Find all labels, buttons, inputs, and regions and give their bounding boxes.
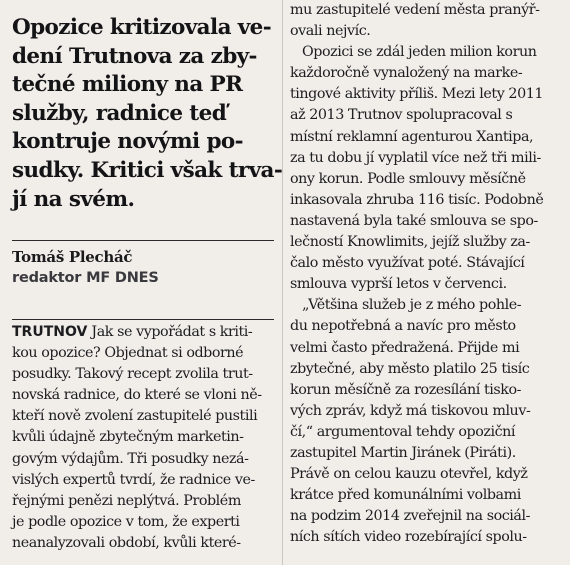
body-line: korun měsíčně za rozesílání tisko- [290, 381, 522, 398]
body-line: novská radnice, do které se vloni ně- [12, 387, 262, 404]
body-line: čí,“ argumentoval tehdy opoziční [290, 423, 516, 440]
body-line: místní reklamní agenturou Xantipa, [290, 128, 534, 145]
body-line: smlouva vyprší letos v červenci. [290, 276, 507, 293]
body-line: ony korun. Podle smlouvy měsíčně [290, 170, 526, 187]
body-line: ovali nejvíc. [290, 23, 371, 40]
body-line: nastavená byla také smlouva se spo- [290, 212, 538, 229]
body-line: govým výdajům. Tři posudky nezá- [12, 450, 249, 467]
paragraph-start-line: „Většina služeb je z mého pohle- [302, 297, 522, 314]
article-column-left [12, 322, 276, 554]
body-line: kteří nově zvolení zastupitelé pustili [12, 408, 258, 425]
body-line: zbytečné, aby město platilo 25 tisíc [290, 360, 530, 377]
dateline: TRUTNOV [12, 324, 88, 340]
body-line: vislých expertů tvrdí, že radnice ve- [12, 471, 255, 488]
body-line: každoročně vynaložený na marke- [290, 65, 523, 82]
author-role: redaktor MF DNES [12, 270, 159, 286]
body-line: mu zastupitelé vedení města pranýř- [290, 2, 540, 18]
paragraph-start-line: Opozici se zdál jeden milion korun [302, 44, 537, 61]
author-rule-top [12, 240, 274, 241]
lead-line [12, 322, 276, 343]
body-line: kou opozice? Objednat si odborné [12, 345, 244, 362]
body-line: tingové aktivity příliš. Mezi lety 2011 [290, 86, 544, 103]
body-line: kvůli údajně zbytečným marketin- [12, 429, 244, 446]
author-rule-bottom [12, 319, 274, 320]
byline [12, 246, 274, 288]
body-line: posudky. Takový recept zvolila trut- [12, 366, 253, 383]
lead-text: Jak se vypořádat s kriti- [87, 324, 253, 340]
body-line: velmi často předražená. Přijde mi [290, 339, 520, 356]
headline [12, 14, 283, 214]
headline-line: tečné miliony na PR [12, 72, 243, 98]
body-line: lečností Knowlimits, jejíž služby za- [290, 234, 530, 251]
body-line: za tu dobu jí vyplatil více než tři mili- [290, 149, 541, 166]
headline-line: kontruje novými po- [12, 129, 243, 155]
column-divider [282, 0, 283, 565]
body-line: neanalyzovali období, kvůli které- [12, 534, 241, 551]
body-line: inkasovala zhruba 116 tisíc. Podobně [290, 191, 544, 208]
headline-line: Opozice kritizovala ve- [12, 15, 272, 40]
body-line: na podzim 2014 zveřejnil na sociál- [290, 508, 530, 525]
headline-line: dení Trutnova za zby- [12, 43, 257, 69]
body-line: až 2013 Trutnov spolupracoval s [290, 107, 513, 124]
headline-line: sudky. Kritici však trva- [12, 157, 283, 183]
body-line: Právě on celou kauzu otevřel, když [290, 466, 528, 483]
body-line: ních sítích video rozebírající spolu- [290, 529, 527, 546]
body-line: zastupitel Martin Jiránek (Piráti). [290, 444, 516, 461]
headline-line: služby, radnice teď [12, 100, 227, 126]
body-line: je podle opozice v tom, že experti [12, 513, 240, 530]
body-line: řejnými penězi neplýtvá. Problém [12, 492, 241, 509]
body-line: du nepotřebná a navíc pro město [290, 318, 516, 335]
body-line: vých zpráv, když má tiskovou mluv- [290, 402, 531, 419]
headline-line: jí na svém. [12, 186, 135, 212]
body-line: krátce před komunálními volbami [290, 487, 521, 504]
body-line: čalo město využívat poté. Stávající [290, 255, 525, 272]
article-column-right [290, 0, 558, 548]
author-name: Tomáš Plecháč [12, 248, 133, 266]
